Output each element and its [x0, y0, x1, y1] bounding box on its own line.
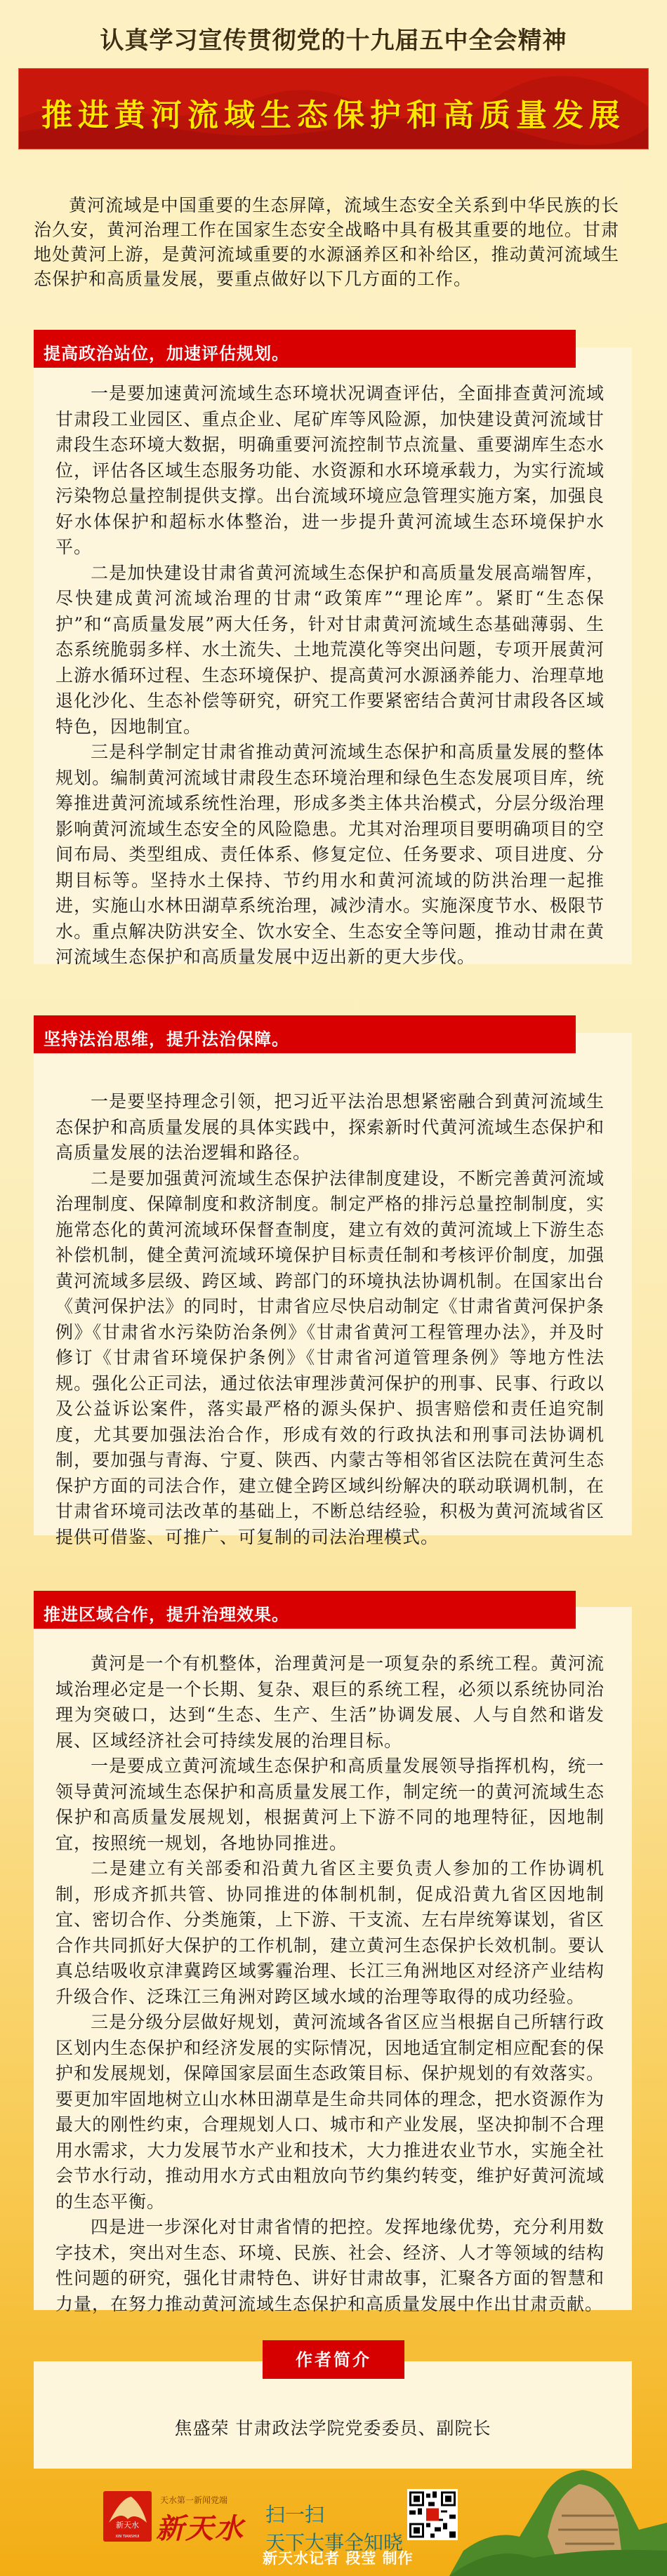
title-banner — [18, 68, 649, 149]
qr-code-icon — [409, 2491, 456, 2538]
paragraph: 三是分级分层做好规划，黄河流域各省区应当根据自己所辖行政区划内生态保护和经济发展的实际情况，因地适宜制定相应配套的保护和发展规划，保障国家层面生态政策目标、保护规划的有效落实。要更加牢固地树立山水林田湖草是生命共同体的理念，把水资源作为最大的刚性约束，合理规划人口、城市和产业发展，坚决抑制不合理用水需求，大力发展节水产业和技术，大力推进农业节水，实施全社会节水行动，推动用水方式由粗放向节约集约转变，维护好黄河流域的生态平衡。 — [55, 2012, 605, 2212]
paragraph: 一是要成立黄河流域生态保护和高质量发展领导指挥机构，统一领导黄河流域生态保护和高质量发展工作，制定统一的黄河流域生态保护和高质量发展规划，根据黄河上下游不同的地理特征，因地制宜，按照统一规划，各地协同推进。 — [55, 1756, 605, 1853]
section-heading-1: 提高政治站位，加速评估规划。 — [34, 330, 576, 368]
logo-text: 新天水 — [116, 2521, 139, 2530]
paragraph: 三是科学制定甘肃省推动黄河流域生态保护和高质量发展的整体规划。编制黄河流域甘肃段生态环境治理和绿色生态发展项目库，统筹推进黄河流域系统性治理，形成多类主体共治模式，分层分级治理影响黄河流域生态安全的风险隐患。尤其对治理项目要明确项目的空间布局、类型组成、责任体系、修复定位、任务要求、项目进度、分期目标等。坚持水土保持、节约用水和黄河流域的防洪治理一起推进，实施山水林田湖草系统治理，减沙清水。实施深度节水、极限节水。重点解决防洪安全、饮水安全、生态安全等问题，推动甘肃在黄河流域生态保护和高质量发展中迈出新的更大步伐。 — [55, 742, 605, 967]
section-body — [55, 1651, 605, 2317]
author-heading: 作者简介 — [263, 2340, 404, 2379]
author-info: 焦盛荣 甘肃政法学院党委委员、副院长 — [174, 2418, 491, 2438]
section-body — [55, 381, 605, 970]
paragraph: 二是建立有关部委和沿黄九省区主要负责人参加的工作协调机制，形成齐抓共管、协同推进的体制机制，促成沿黄九省区因地制宜、密切合作、分类施策，上下游、干支流、左右岸统筹谋划，省区合作共同抓好大保护的工作机制，建立黄河生态保护长效机制。要认真总结吸收京津冀跨区域雾霾治理、长江三角洲地区对经济产业结构升级合作、泛珠江三角洲对跨区域水域的治理等取得的成功经验。 — [55, 1858, 605, 2007]
section-heading-2: 坚持法治思维，提升法治保障。 — [34, 1015, 576, 1053]
paragraph: 一是要加速黄河流域生态环境状况调查评估，全面排查黄河流域甘肃段工业园区、重点企业、尾矿库等风险源，加快建设黄河流域甘肃段生态环境大数据，明确重要河流控制节点流量、重要湖库生态水位，评估各区域生态服务功能、水资源和水环境承载力，为实行流域污染物总量控制提供支撑。出台流域环境应急管理实施方案，加强良好水体保护和超标水体整治，进一步提升黄河流域生态环境保护水平。 — [55, 383, 605, 557]
paragraph: 二是加快建设甘肃省黄河流域生态保护和高质量发展高端智库，尽快建成黄河流域治理的甘肃“政策库”“理论库”。紧盯“生态保护”和“高质量发展”两大任务，针对甘肃黄河流域生态基础薄弱、生态系统脆弱多样、水土流失、土地荒漠化等突出问题，专项开展黄河上游水循环过程、生态环境保护、提高黄河水源涵养能力、治理草地退化沙化、生态补偿等研究，研究工作要紧密结合黄河甘肃段各区域特色，因地制宜。 — [55, 562, 605, 737]
banner-title: 推进黄河流域生态保护和高质量发展 — [41, 98, 626, 133]
maiji-mountain-image — [449, 2460, 667, 2576]
tagline: 天水第一新闻党端 — [160, 2495, 228, 2505]
qr-code[interactable] — [407, 2489, 458, 2540]
footer — [0, 2470, 667, 2576]
section-body — [55, 1089, 605, 1550]
scan-slogan: 天下大事全知晓 — [265, 2531, 404, 2554]
section-heading-3: 推进区域合作，提升治理效果。 — [34, 1591, 576, 1629]
brand-name: 新天水 — [156, 2512, 244, 2545]
top-title: 认真学习宣传贯彻党的十九届五中全会精神 — [100, 27, 567, 55]
paragraph: 一是要坚持理念引领，把习近平法治思想紧密融合到黄河流域生态保护和高质量发展的具体实践中，探索新时代黄河流域生态保护和高质量发展的法治逻辑和路径。 — [55, 1091, 605, 1163]
paragraph: 黄河是一个有机整体，治理黄河是一项复杂的系统工程。黄河流域治理必定是一个长期、复杂、艰巨的系统工程，必须以系统协同治理为突破口，达到“生态、生产、生活”协调发展、人与自然和谐发展、区域经济社会可持续发展的治理目标。 — [55, 1653, 605, 1751]
production-credit: 新天水记者 段莹 制作 — [263, 2549, 414, 2567]
paragraph: 四是进一步深化对甘肃省情的把控。发挥地缘优势，充分利用数字技术，突出对生态、环境、民族、社会、经济、人才等领域的结构性问题的研究，强化甘肃特色、讲好甘肃故事，汇聚各方面的智慧和力量，在努力推动黄河流域生态保护和高质量发展中作出甘肃贡献。 — [55, 2217, 605, 2314]
logo-english: XIN TIANSHUI — [115, 2535, 140, 2539]
intro-paragraph: 黄河流域是中国重要的生态屏障，流域生态安全关系到中华民族的长治久安，黄河治理工作在国家生态安全战略中具有极其重要的地位。甘肃地处黄河上游，是黄河流域重要的水源涵养区和补给区，推动黄河流域生态保护和高质量发展，要重点做好以下几方面的工作。 — [34, 195, 619, 289]
scan-prompt: 扫一扫 — [265, 2503, 325, 2526]
paragraph: 二是要加强黄河流域生态保护法律制度建设，不断完善黄河流域治理制度、保障制度和救济制度。制定严格的排污总量控制制度，实施常态化的黄河流域环保督查制度，建立有效的黄河流域上下游生态补偿机制，健全黄河流域环境保护目标责任制和考核评价制度，加强黄河流域多层级、跨区域、跨部门的环境执法协调机制。在国家出台《黄河保护法》的同时，甘肃省应尽快启动制定《甘肃省黄河保护条例》《甘肃省水污染防治条例》《甘肃省黄河工程管理办法》，并及时修订《甘肃省环境保护条例》《甘肃省河道管理条例》等地方性法规。强化公正司法，通过依法审理涉黄河保护的刑事、民事、行政以及公益诉讼案件，落实最严格的源头保护、损害赔偿和责任追究制度，尤其要加强法治合作，形成有效的行政执法和刑事司法协调机制，要加强与青海、宁夏、陕西、内蒙古等相邻省区法院在黄河生态保护方面的司法合作，建立健全跨区域纠纷解决的联动联调机制，在甘肃省环境司法改革的基础上，不断总结经验，积极为黄河流域省区提供可借鉴、可推广、可复制的司法治理模式。 — [55, 1168, 605, 1547]
section-panel-2 — [34, 1033, 632, 1547]
xintianshui-logo[interactable] — [103, 2491, 152, 2542]
section-panel-3 — [34, 1607, 632, 2314]
section-panel-1 — [34, 347, 632, 967]
